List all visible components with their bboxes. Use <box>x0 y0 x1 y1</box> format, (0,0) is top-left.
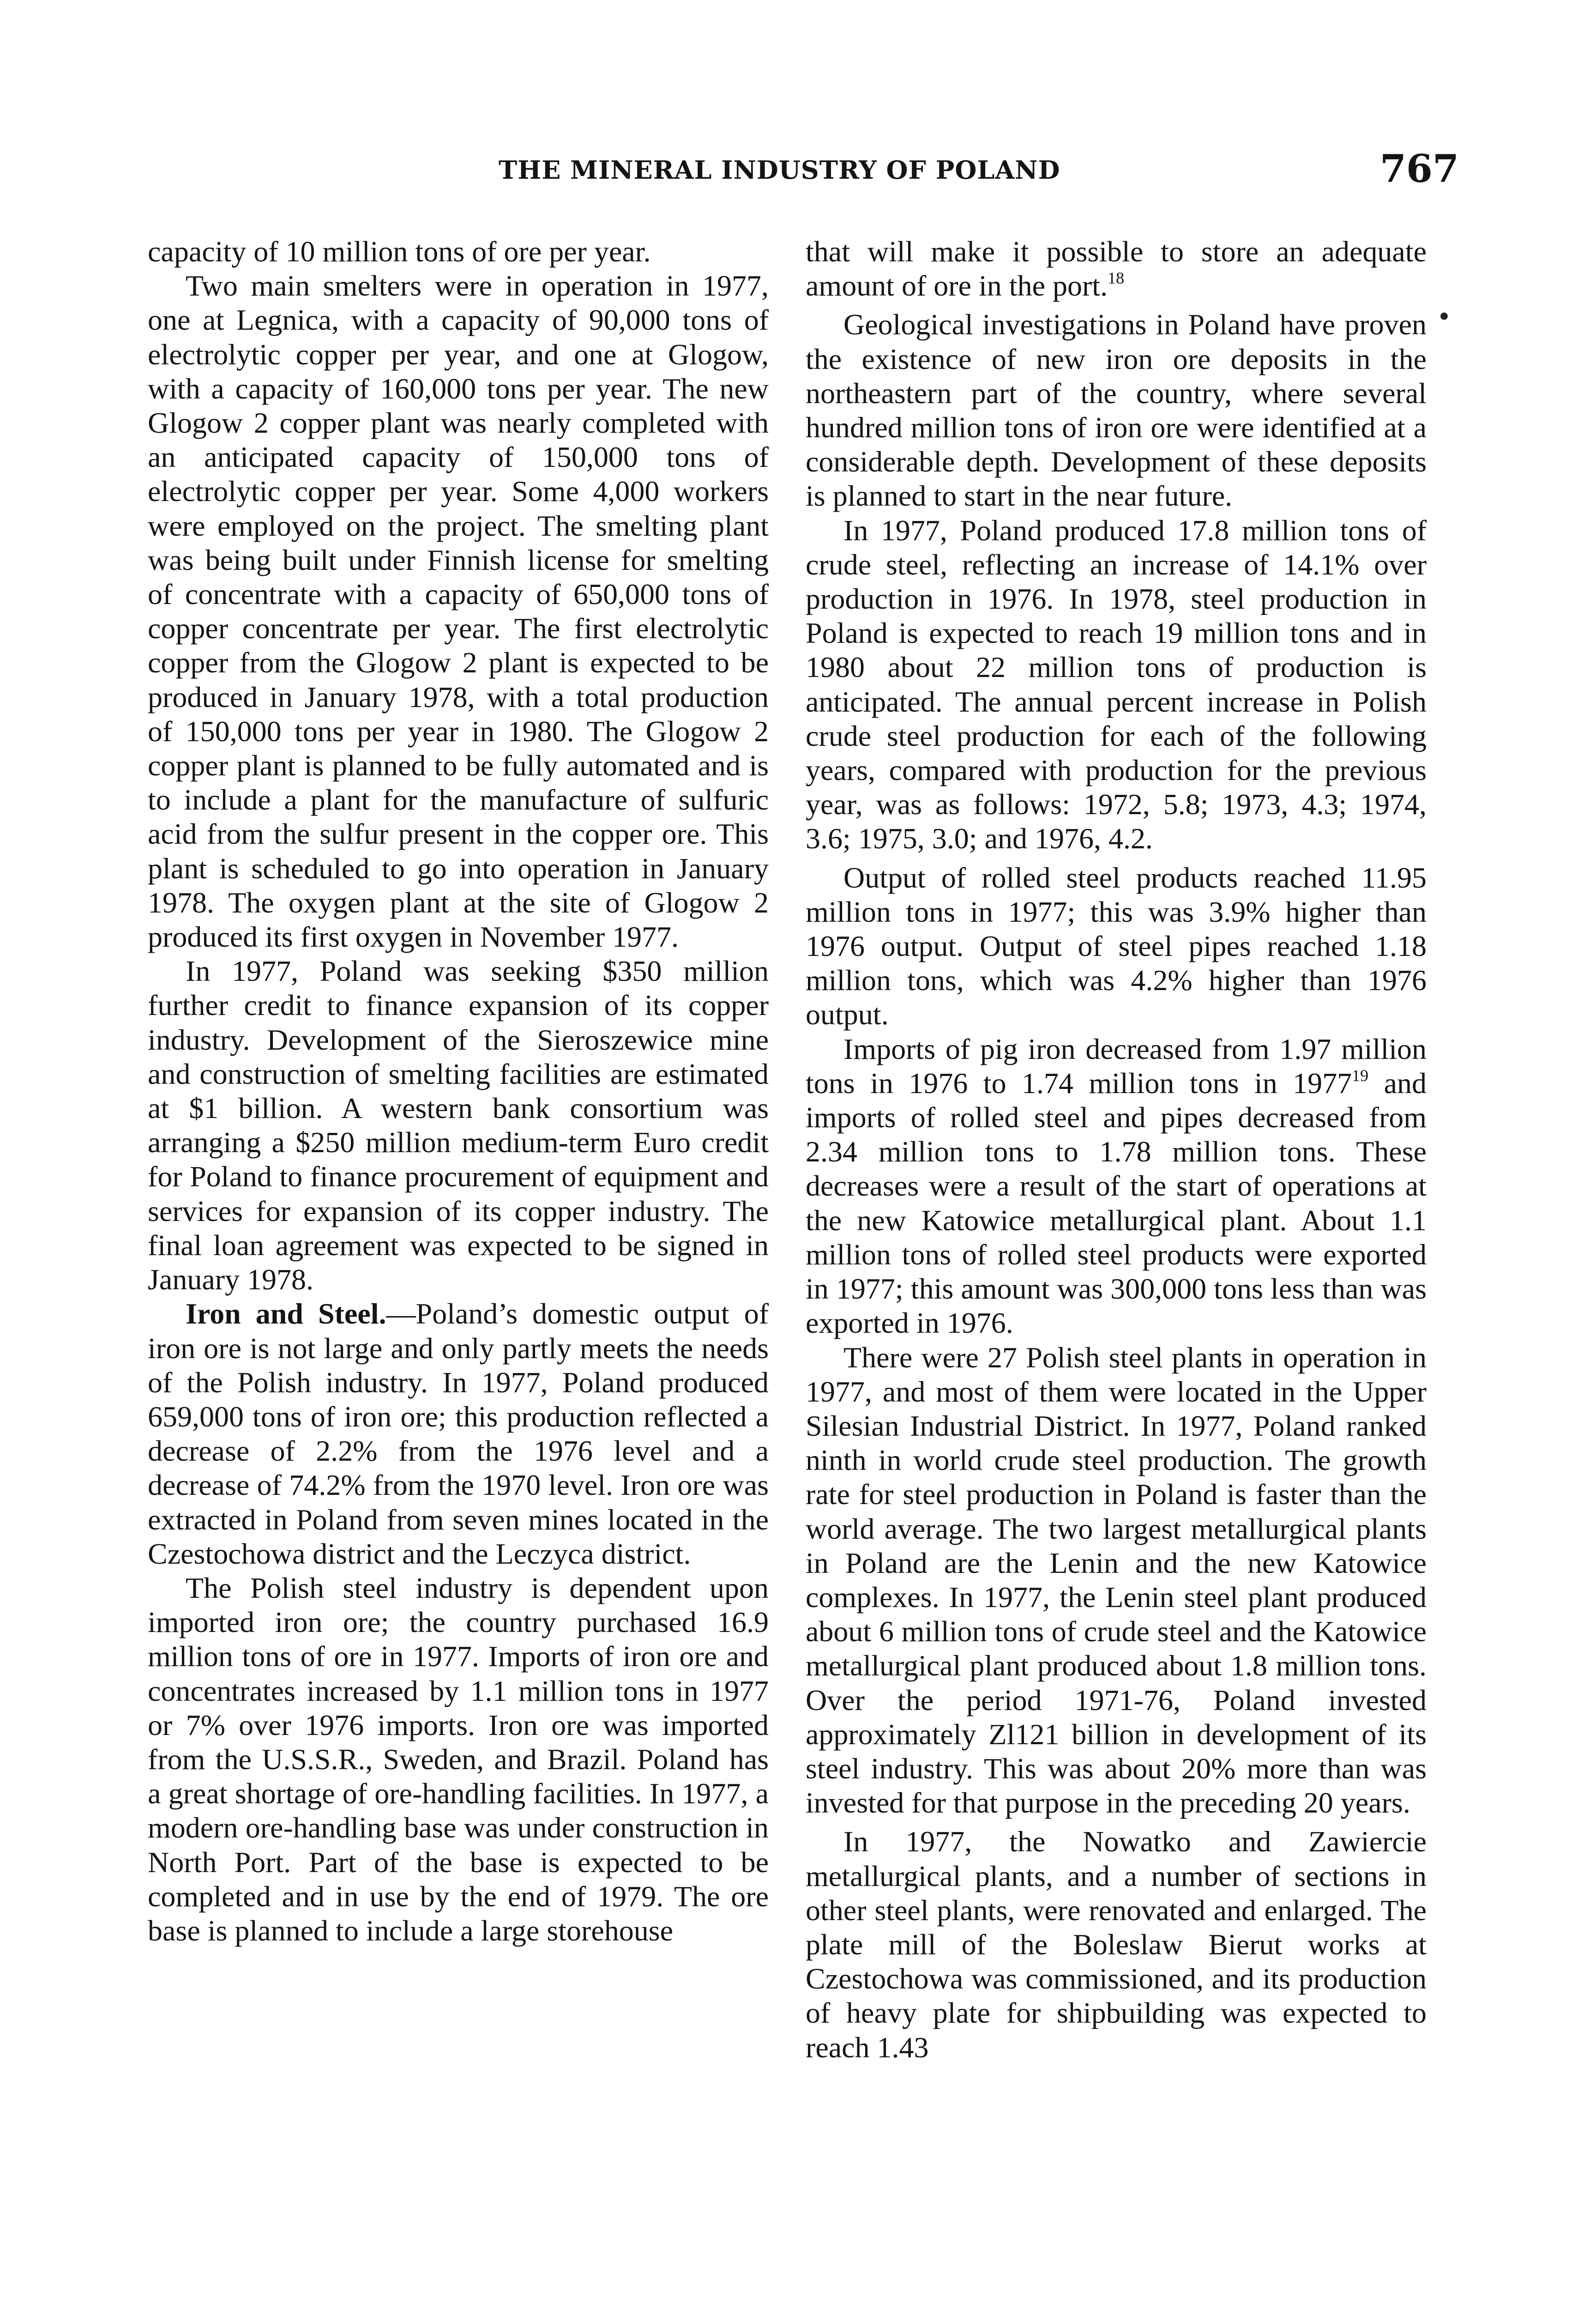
paragraph-renovation: In 1977, the Nowatko and Zawiercie metallurgical plants, and a number of sections in other steel plants, were renovated and enlarged. The plate mill of the Boleslaw Bierut works at Czestochowa was commissioned, and its production of heavy plate for shipbuilding was expected to reach 1.43 <box>806 1825 1427 2064</box>
pig-iron-text-a: Imports of pig iron decreased from 1.97 million tons in 1976 to 1.74 million tons in 1977 <box>806 1032 1427 1100</box>
paragraph-steel-imports: The Polish steel industry is dependent upon imported iron ore; the country purchased 16.9 million tons of ore in 1977. Imports of iron ore and concentrates increased by 1.1 million tons in 1977 or 7% over 1976 imports. Iron ore was imported from the U.S.S.R., Sweden, and Brazil. Poland has a great shortage of ore-handling facilities. In 1977, a modern ore-handling base was under construction in North Port. Part of the base is expected to be completed and in use by the end of 1979. The ore base is planned to include a large storehouse <box>148 1571 769 1947</box>
paragraph-steel-plants: There were 27 Polish steel plants in operation in 1977, and most of them were located in the Upper Silesian Industrial District. In 1977, Poland ranked ninth in world crude steel production. The growth rate for steel production in Poland is faster than the world average. The two largest metallurgical plants in Poland are the Lenin and the new Katowice complexes. In 1977, the Lenin steel plant produced about 6 million tons of crude steel and the Katowice metallurgical plant produced about 1.8 million tons. Over the period 1971-76, Poland invested approximately Zl121 billion in development of its steel industry. This was about 20% more than was invested for that purpose in the preceding 20 years. <box>806 1341 1427 1819</box>
paragraph-smelters: Two main smelters were in operation in 1977, one at Legnica, with a capacity of 90,000 tons of electrolytic copper per year, and one at Glogow, with a capacity of 160,000 tons per year. The new Glogow 2 copper plant was nearly completed with an anticipated capacity of 150,000 tons of electrolytic copper per year. Some 4,000 workers were employed on the project. The smelting plant was being built under Finnish license for smelting of concentrate with a capacity of 650,000 tons of copper concentrate per year. The first electrolytic copper from the Glogow 2 plant is expected to be produced in January 1978, with a total production of 150,000 tons per year in 1980. The Glogow 2 copper plant is planned to be fully automated and is to include a plant for the manufacture of sulfuric acid from the sulfur present in the copper ore. This plant is scheduled to go into operation in January 1978. The oxygen plant at the site of Glogow 2 produced its first oxygen in November 1977. <box>148 269 769 954</box>
right-column <box>806 235 1427 2065</box>
footnote-ref-18: 18 <box>1108 269 1125 288</box>
page-number: 767 <box>1379 147 1459 191</box>
paragraph-crude-steel: In 1977, Poland produced 17.8 million tons of crude steel, reflecting an increase of 14.1% over production in 1976. In 1978, steel production in Poland is expected to reach 19 million tons and in 1980 about 22 million tons of production is anticipated. The annual percent increase in Polish crude steel production for each of the following years, compared with production for the previous year, was as follows: 1972, 5.8; 1973, 4.3; 1974, 3.6; 1975, 3.0; and 1976, 4.2. <box>806 514 1427 855</box>
section-heading-iron-and-steel: Iron and Steel. <box>186 1297 386 1330</box>
page-header <box>499 147 1459 202</box>
margin-dot-icon: • <box>1437 302 1451 332</box>
ore-storage-text: that will make it possible to store an adequate amount of ore in the port. <box>806 235 1427 302</box>
left-column <box>148 235 769 1948</box>
running-head: THE MINERAL INDUSTRY OF POLAND <box>499 155 1060 185</box>
paragraph-geological: Geological investigations in Poland have proven the existence of new iron ore deposits in the northeastern part of the country, where several hundred million tons of iron ore were identified at a considerable depth. Development of these deposits is planned to start in the near future. <box>806 308 1427 513</box>
paragraph-pig-iron-imports <box>806 1032 1427 1341</box>
paragraph-rolled-steel: Output of rolled steel products reached 11.95 million tons in 1977; this was 3.9% higher than 1976 output. Output of steel pipes reached 1.18 million tons, which was 4.2% higher than 1976 output. <box>806 861 1427 1031</box>
paragraph-copper-credit: In 1977, Poland was seeking $350 million further credit to finance expansion of its copper industry. Development of the Sieroszewice mine and construction of smelting facilities are estimated at $1 billion. A western bank consortium was arranging a $250 million medium-term Euro credit for Poland to finance procurement of equipment and services for expansion of its copper industry. The final loan agreement was expected to be signed in January 1978. <box>148 955 769 1296</box>
iron-and-steel-text: —Poland’s domestic output of iron ore is not large and only partly meets the needs of the Polish industry. In 1977, Poland produced 659,000 tons of iron ore; this production reflected a decrease of 2.2% from the 1976 level and a decrease of 74.2% from the 1970 level. Iron ore was extracted in Poland from seven mines located in the Czestochowa district and the Leczyca district. <box>148 1297 769 1570</box>
paragraph-ore-storage <box>806 235 1427 303</box>
paragraph-iron-and-steel <box>148 1297 769 1571</box>
footnote-ref-19: 19 <box>1352 1066 1369 1085</box>
paragraph-ore-capacity: capacity of 10 million tons of ore per year. <box>148 235 651 268</box>
pig-iron-text-b: and imports of rolled steel and pipes decreased from 2.34 million tons to 1.78 million tons. These decreases were a result of the start of operations at the new Katowice metallurgical plant. About 1.1 million tons of rolled steel products were exported in 1977; this amount was 300,000 tons less than was exported in 1976. <box>806 1066 1427 1340</box>
